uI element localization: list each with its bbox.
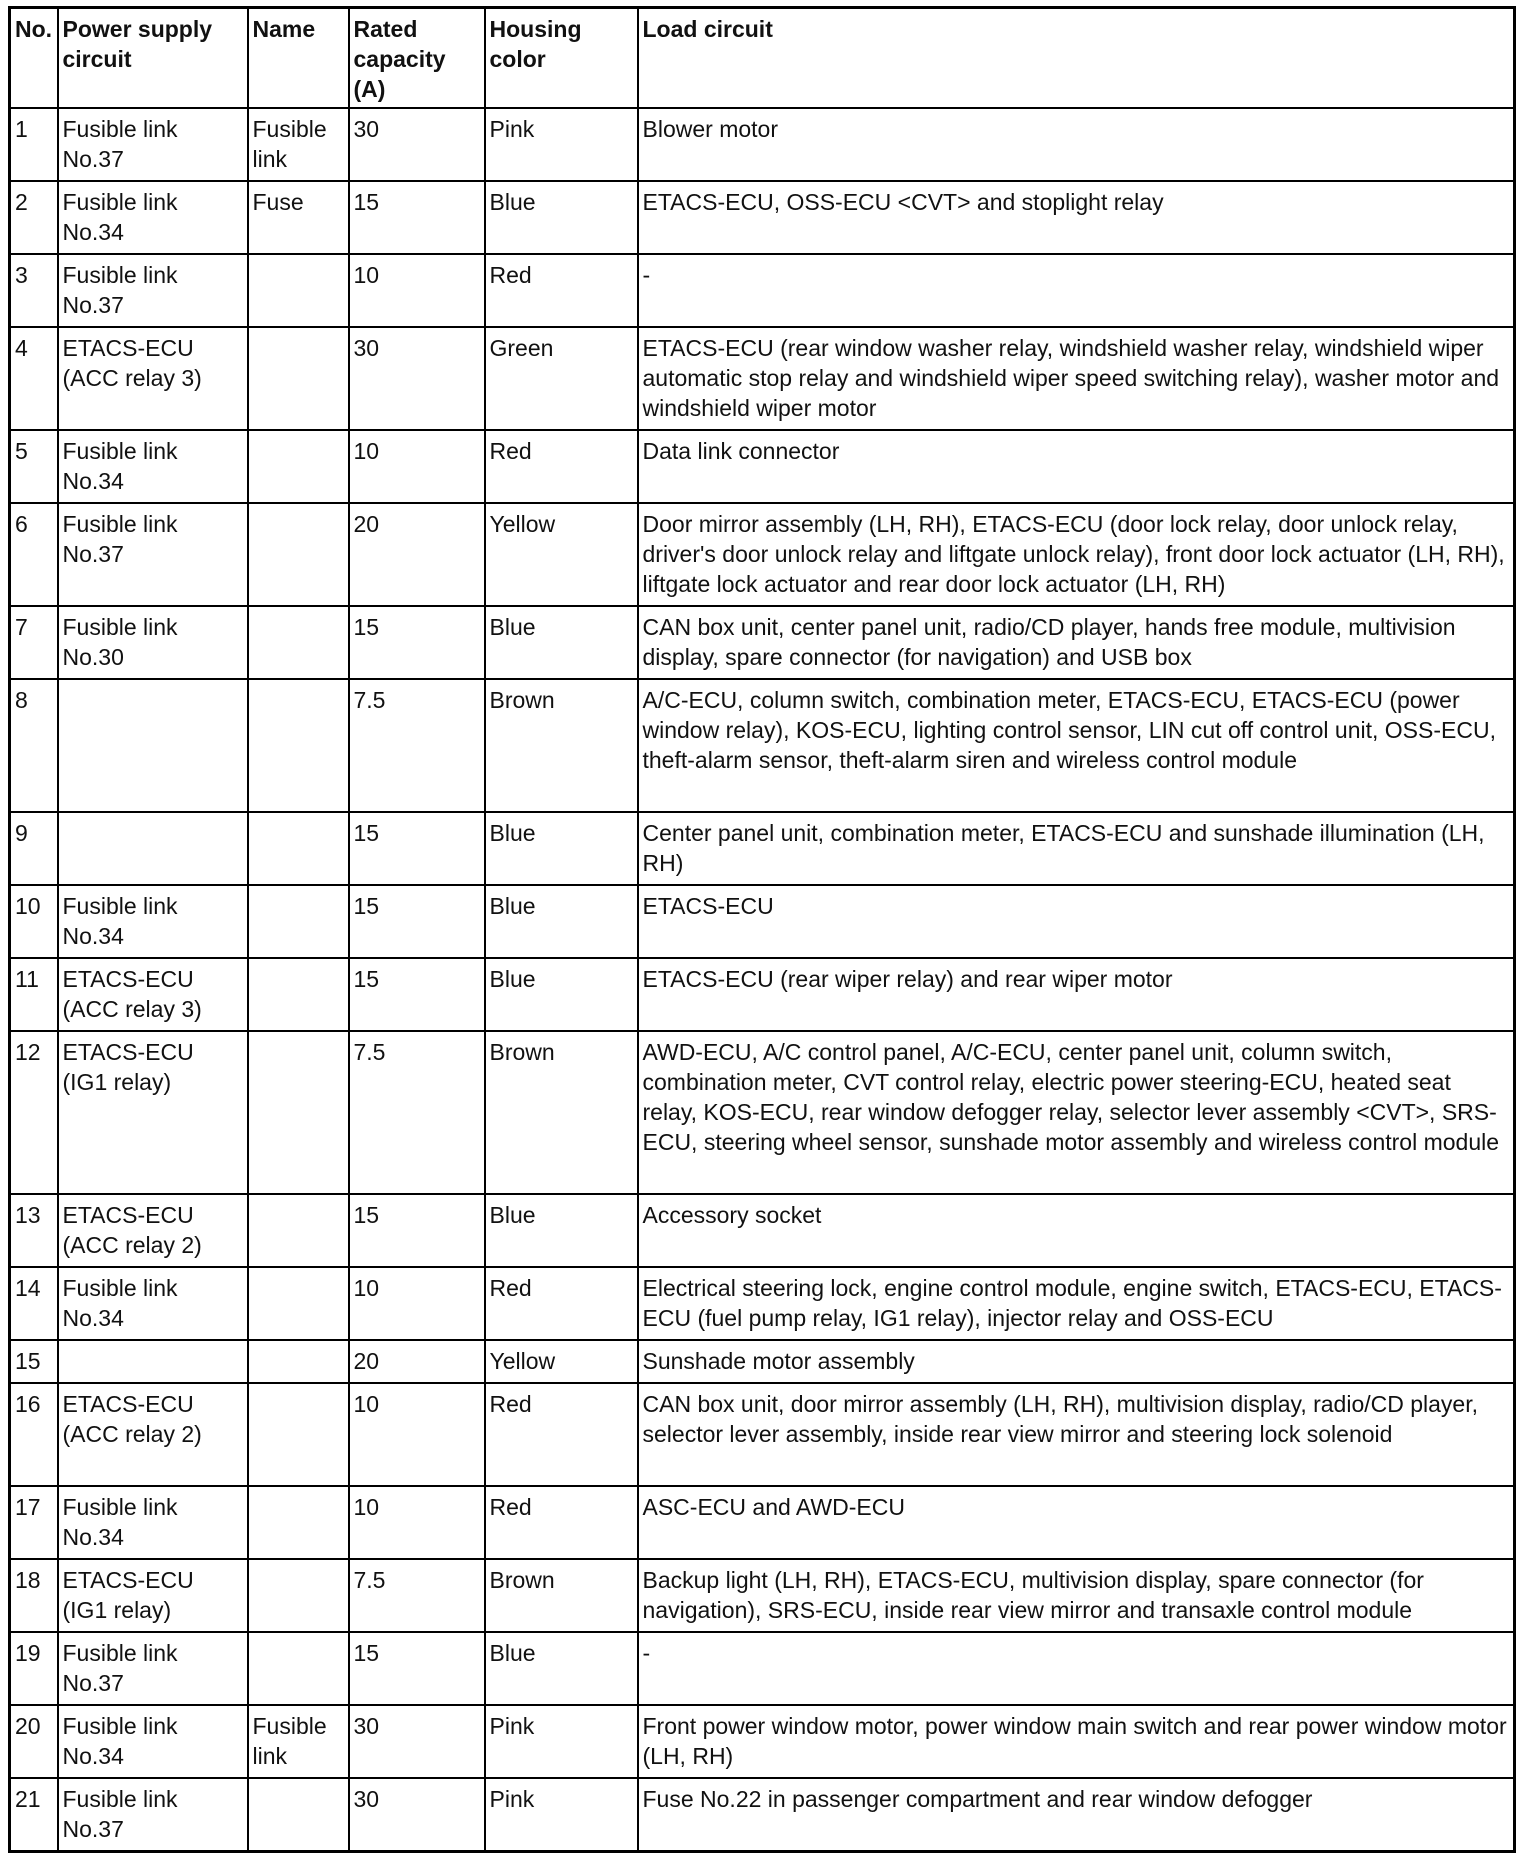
- table-row: [10, 1383, 1515, 1486]
- cell-load-circuit: CAN box unit, door mirror assembly (LH, RH), multivision display, radio/CD player, selector lever assembly, inside rear view mirror and steering lock solenoid: [638, 1383, 1515, 1486]
- cell-housing-color: Pink: [485, 1705, 638, 1778]
- cell-rated-capacity: 30: [349, 1778, 485, 1851]
- cell-rated-capacity: 30: [349, 327, 485, 430]
- table-row: [10, 254, 1515, 327]
- cell-no: 8: [10, 679, 58, 812]
- cell-rated-capacity: 15: [349, 181, 485, 254]
- cell-housing-color: Pink: [485, 1778, 638, 1851]
- cell-housing-color: Pink: [485, 108, 638, 181]
- cell-housing-color: Blue: [485, 1632, 638, 1705]
- fuse-table-container: [8, 6, 1516, 1853]
- cell-no: 5: [10, 430, 58, 503]
- cell-housing-color: Red: [485, 1383, 638, 1486]
- cell-housing-color: Red: [485, 430, 638, 503]
- cell-load-circuit: Blower motor: [638, 108, 1515, 181]
- cell-housing-color: Brown: [485, 1031, 638, 1194]
- cell-name: [248, 1778, 349, 1851]
- cell-name: [248, 1383, 349, 1486]
- cell-no: 4: [10, 327, 58, 430]
- cell-name: [248, 254, 349, 327]
- cell-housing-color: Blue: [485, 1194, 638, 1267]
- cell-rated-capacity: 15: [349, 1632, 485, 1705]
- cell-housing-color: Blue: [485, 181, 638, 254]
- cell-no: 15: [10, 1340, 58, 1383]
- cell-power-supply-circuit: Fusible link No.34: [58, 885, 248, 958]
- cell-load-circuit: ASC-ECU and AWD-ECU: [638, 1486, 1515, 1559]
- cell-rated-capacity: 20: [349, 503, 485, 606]
- cell-power-supply-circuit: Fusible link No.37: [58, 1778, 248, 1851]
- cell-name: Fusible link: [248, 108, 349, 181]
- cell-load-circuit: A/C-ECU, column switch, combination meter, ETACS-ECU, ETACS-ECU (power window relay), KOS-ECU, lighting control sensor, LIN cut off control unit, OSS-ECU, theft-alarm sensor, theft-alarm siren and wireless control module: [638, 679, 1515, 812]
- cell-name: [248, 812, 349, 885]
- cell-rated-capacity: 7.5: [349, 679, 485, 812]
- cell-no: 18: [10, 1559, 58, 1632]
- cell-rated-capacity: 15: [349, 958, 485, 1031]
- header-housing-color: Housing color: [485, 8, 638, 109]
- cell-name: [248, 1031, 349, 1194]
- cell-housing-color: Brown: [485, 679, 638, 812]
- cell-load-circuit: Front power window motor, power window main switch and rear power window motor (LH, RH): [638, 1705, 1515, 1778]
- cell-power-supply-circuit: Fusible link No.37: [58, 108, 248, 181]
- cell-load-circuit: Door mirror assembly (LH, RH), ETACS-ECU (door lock relay, door unlock relay, driver's door unlock relay and liftgate unlock relay), front door lock actuator (LH, RH), liftgate lock actuator and rear door lock actuator (LH, RH): [638, 503, 1515, 606]
- cell-power-supply-circuit: Fusible link No.37: [58, 254, 248, 327]
- cell-load-circuit: Center panel unit, combination meter, ETACS-ECU and sunshade illumination (LH, RH): [638, 812, 1515, 885]
- cell-power-supply-circuit: Fusible link No.34: [58, 1705, 248, 1778]
- cell-name: [248, 1559, 349, 1632]
- table-row: [10, 108, 1515, 181]
- table-row: [10, 1340, 1515, 1383]
- cell-name: [248, 606, 349, 679]
- cell-no: 17: [10, 1486, 58, 1559]
- cell-no: 21: [10, 1778, 58, 1851]
- cell-rated-capacity: 20: [349, 1340, 485, 1383]
- cell-power-supply-circuit: ETACS-ECU (ACC relay 3): [58, 958, 248, 1031]
- cell-rated-capacity: 10: [349, 1267, 485, 1340]
- cell-name: [248, 958, 349, 1031]
- cell-housing-color: Yellow: [485, 1340, 638, 1383]
- cell-no: 13: [10, 1194, 58, 1267]
- header-no: No.: [10, 8, 58, 109]
- cell-name: [248, 1486, 349, 1559]
- cell-no: 12: [10, 1031, 58, 1194]
- cell-load-circuit: CAN box unit, center panel unit, radio/CD player, hands free module, multivision display, spare connector (for navigation) and USB box: [638, 606, 1515, 679]
- cell-load-circuit: Sunshade motor assembly: [638, 1340, 1515, 1383]
- cell-no: 3: [10, 254, 58, 327]
- cell-housing-color: Red: [485, 1267, 638, 1340]
- cell-power-supply-circuit: [58, 812, 248, 885]
- table-body: [10, 108, 1515, 1851]
- cell-name: [248, 1340, 349, 1383]
- cell-no: 10: [10, 885, 58, 958]
- table-header: [10, 8, 1515, 109]
- cell-housing-color: Yellow: [485, 503, 638, 606]
- table-row: [10, 1559, 1515, 1632]
- cell-load-circuit: ETACS-ECU, OSS-ECU <CVT> and stoplight relay: [638, 181, 1515, 254]
- cell-load-circuit: Data link connector: [638, 430, 1515, 503]
- cell-load-circuit: ETACS-ECU (rear wiper relay) and rear wiper motor: [638, 958, 1515, 1031]
- cell-rated-capacity: 7.5: [349, 1559, 485, 1632]
- cell-name: [248, 1194, 349, 1267]
- cell-name: [248, 327, 349, 430]
- table-row: [10, 1778, 1515, 1851]
- cell-no: 20: [10, 1705, 58, 1778]
- table-row: [10, 1194, 1515, 1267]
- header-row: [10, 8, 1515, 109]
- cell-load-circuit: -: [638, 1632, 1515, 1705]
- cell-power-supply-circuit: ETACS-ECU (IG1 relay): [58, 1031, 248, 1194]
- cell-rated-capacity: 10: [349, 1486, 485, 1559]
- cell-rated-capacity: 10: [349, 254, 485, 327]
- cell-no: 16: [10, 1383, 58, 1486]
- cell-housing-color: Blue: [485, 885, 638, 958]
- header-load-circuit: Load circuit: [638, 8, 1515, 109]
- cell-power-supply-circuit: Fusible link No.34: [58, 1486, 248, 1559]
- table-row: [10, 327, 1515, 430]
- table-row: [10, 958, 1515, 1031]
- table-row: [10, 430, 1515, 503]
- cell-rated-capacity: 15: [349, 812, 485, 885]
- cell-no: 6: [10, 503, 58, 606]
- cell-name: Fusible link: [248, 1705, 349, 1778]
- cell-no: 2: [10, 181, 58, 254]
- table-row: [10, 503, 1515, 606]
- cell-power-supply-circuit: Fusible link No.30: [58, 606, 248, 679]
- cell-load-circuit: Accessory socket: [638, 1194, 1515, 1267]
- cell-no: 14: [10, 1267, 58, 1340]
- table-row: [10, 606, 1515, 679]
- table-row: [10, 812, 1515, 885]
- table-row: [10, 1267, 1515, 1340]
- table-row: [10, 885, 1515, 958]
- cell-no: 1: [10, 108, 58, 181]
- cell-housing-color: Blue: [485, 812, 638, 885]
- cell-rated-capacity: 10: [349, 1383, 485, 1486]
- cell-housing-color: Green: [485, 327, 638, 430]
- cell-load-circuit: ETACS-ECU (rear window washer relay, windshield washer relay, windshield wiper automatic stop relay and windshield wiper speed switching relay), washer motor and windshield wiper motor: [638, 327, 1515, 430]
- cell-power-supply-circuit: Fusible link No.37: [58, 503, 248, 606]
- header-name: Name: [248, 8, 349, 109]
- table-row: [10, 1632, 1515, 1705]
- cell-power-supply-circuit: ETACS-ECU (IG1 relay): [58, 1559, 248, 1632]
- cell-power-supply-circuit: [58, 679, 248, 812]
- table-row: [10, 679, 1515, 812]
- cell-rated-capacity: 15: [349, 1194, 485, 1267]
- cell-rated-capacity: 15: [349, 885, 485, 958]
- cell-rated-capacity: 7.5: [349, 1031, 485, 1194]
- fuse-table: [8, 6, 1516, 1853]
- header-rated-capacity: Rated capacity (A): [349, 8, 485, 109]
- cell-power-supply-circuit: Fusible link No.34: [58, 1267, 248, 1340]
- cell-no: 19: [10, 1632, 58, 1705]
- cell-power-supply-circuit: Fusible link No.34: [58, 181, 248, 254]
- cell-load-circuit: ETACS-ECU: [638, 885, 1515, 958]
- cell-power-supply-circuit: Fusible link No.34: [58, 430, 248, 503]
- header-power-supply-circuit: Power supply circuit: [58, 8, 248, 109]
- cell-rated-capacity: 30: [349, 1705, 485, 1778]
- cell-power-supply-circuit: ETACS-ECU (ACC relay 2): [58, 1383, 248, 1486]
- cell-housing-color: Blue: [485, 606, 638, 679]
- cell-name: [248, 679, 349, 812]
- cell-rated-capacity: 15: [349, 606, 485, 679]
- cell-power-supply-circuit: ETACS-ECU (ACC relay 2): [58, 1194, 248, 1267]
- cell-no: 7: [10, 606, 58, 679]
- cell-housing-color: Red: [485, 254, 638, 327]
- cell-no: 9: [10, 812, 58, 885]
- cell-load-circuit: Backup light (LH, RH), ETACS-ECU, multivision display, spare connector (for navigation), SRS-ECU, inside rear view mirror and transaxle control module: [638, 1559, 1515, 1632]
- table-row: [10, 1031, 1515, 1194]
- cell-name: Fuse: [248, 181, 349, 254]
- cell-power-supply-circuit: ETACS-ECU (ACC relay 3): [58, 327, 248, 430]
- cell-load-circuit: AWD-ECU, A/C control panel, A/C-ECU, center panel unit, column switch, combination meter, CVT control relay, electric power steering-ECU, heated seat relay, KOS-ECU, rear window defogger relay, selector lever assembly <CVT>, SRS-ECU, steering wheel sensor, sunshade motor assembly and wireless control module: [638, 1031, 1515, 1194]
- cell-name: [248, 885, 349, 958]
- table-row: [10, 1705, 1515, 1778]
- cell-power-supply-circuit: Fusible link No.37: [58, 1632, 248, 1705]
- cell-housing-color: Brown: [485, 1559, 638, 1632]
- cell-name: [248, 1632, 349, 1705]
- cell-load-circuit: Fuse No.22 in passenger compartment and rear window defogger: [638, 1778, 1515, 1851]
- cell-housing-color: Blue: [485, 958, 638, 1031]
- cell-power-supply-circuit: [58, 1340, 248, 1383]
- cell-name: [248, 503, 349, 606]
- cell-load-circuit: Electrical steering lock, engine control module, engine switch, ETACS-ECU, ETACS-ECU (fuel pump relay, IG1 relay), injector relay and OSS-ECU: [638, 1267, 1515, 1340]
- cell-rated-capacity: 10: [349, 430, 485, 503]
- cell-housing-color: Red: [485, 1486, 638, 1559]
- cell-name: [248, 430, 349, 503]
- cell-rated-capacity: 30: [349, 108, 485, 181]
- cell-load-circuit: -: [638, 254, 1515, 327]
- table-row: [10, 181, 1515, 254]
- cell-no: 11: [10, 958, 58, 1031]
- cell-name: [248, 1267, 349, 1340]
- table-row: [10, 1486, 1515, 1559]
